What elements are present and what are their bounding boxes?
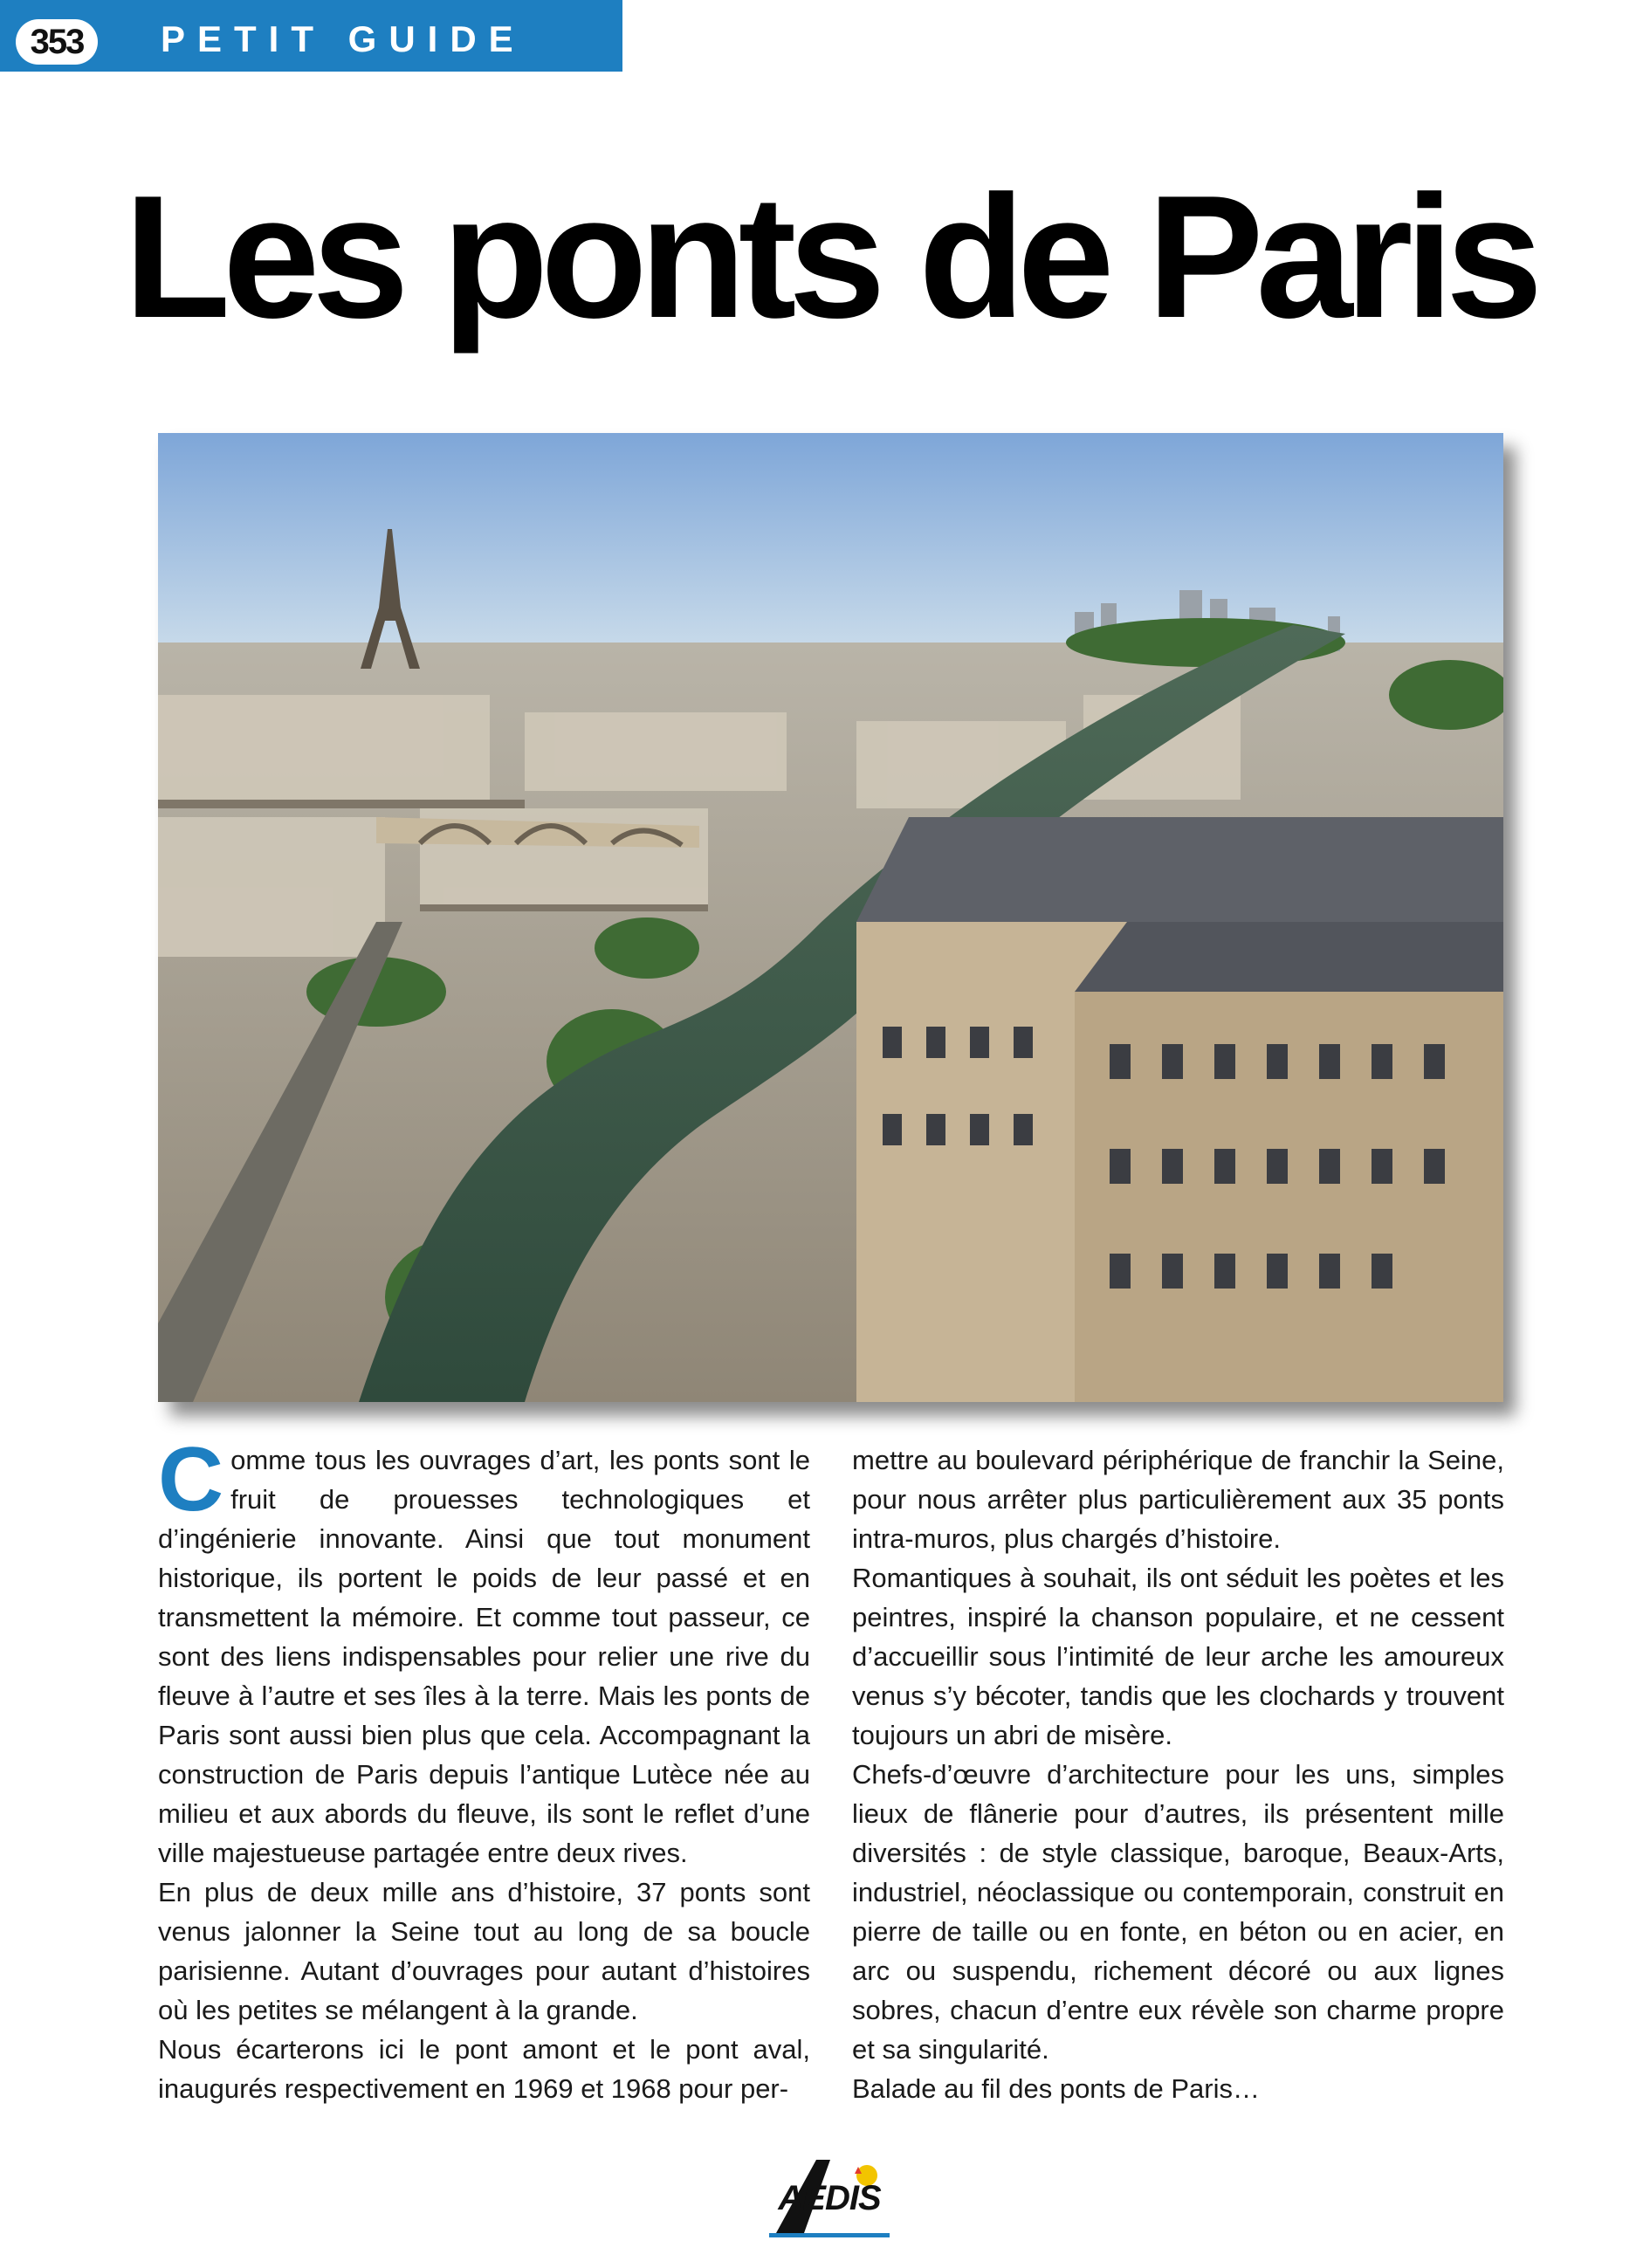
intro-paragraph-1-text: omme tous les ouvrages d’art, les ponts sont le fruit de prouesses technologiques et d’ingénierie innovante. Ainsi que tout monument historique, ils portent le poids de leur passé et en transmettent la mémoire. Et comme tout passeur, ce sont des liens indispensables pour relier une rive du fleuve à l’autre et ses îles à la terre. Mais les ponts de Paris sont aussi bien plus que cela. Accompagnant la construction de Paris depuis l’antique Lutèce née au milieu et aux abords du fleuve, ils sont le reflet d’une ville majestueuse partagée entre deux rives. (158, 1445, 810, 1868)
intro-paragraph-5: Romantiques à souhait, ils ont séduit les poètes et les peintres, inspiré la chanson populaire, et ne cessent d’accueillir sous l’intimité de leur arche les amoureux venus s’y bécoter, tandis que les clochards y trouvent toujours un abri de misère. (852, 1563, 1504, 1750)
intro-paragraph-4: mettre au boulevard périphérique de franchir la Seine, pour nous arrêter plus particulièrement aux 35 ponts intra-muros, plus chargés d’histoire. (852, 1445, 1504, 1554)
issue-number: 353 (30, 23, 84, 61)
publisher-logo (769, 2156, 890, 2240)
intro-paragraph-1 (158, 1429, 810, 1873)
text-column-left (158, 1429, 810, 2108)
issue-badge (16, 19, 98, 65)
cover-photo (158, 433, 1503, 1402)
text-column-right (852, 1440, 1504, 2108)
page-title: Les ponts de Paris (124, 160, 1536, 354)
intro-paragraph-6: Chefs-d’œuvre d’architecture pour les uns, simples lieux de flânerie pour d’autres, ils présentent mille diversités : de style classique, baroque, Beaux-Arts, industriel, néoclassique ou contemporain, construit en pierre de taille ou en fonte, en béton ou en acier, en arc ou suspendu, richement décoré ou aux lignes sobres, chacun d’entre eux révèle son charme propre et sa singularité. (852, 1759, 1504, 2065)
intro-paragraph-2: En plus de deux mille ans d’histoire, 37 ponts sont venus jalonner la Seine tout au long de sa boucle parisienne. Autant d’ouvrages pour autant d’histoires où les petites se mélangent à la grande. (158, 1877, 810, 2025)
intro-paragraph-3: Nous écarterons ici le pont amont et le pont aval, inaugurés respectivement en 1969 et 1968 pour per- (158, 2034, 810, 2104)
drop-cap: C (158, 1429, 224, 1530)
intro-paragraph-7: Balade au fil des ponts de Paris… (852, 2073, 1260, 2104)
series-title: PETIT GUIDE (161, 18, 526, 59)
publisher-name: AEDIS (778, 2179, 881, 2217)
paris-aerial-illustration (158, 433, 1503, 1402)
header-banner (0, 0, 622, 72)
